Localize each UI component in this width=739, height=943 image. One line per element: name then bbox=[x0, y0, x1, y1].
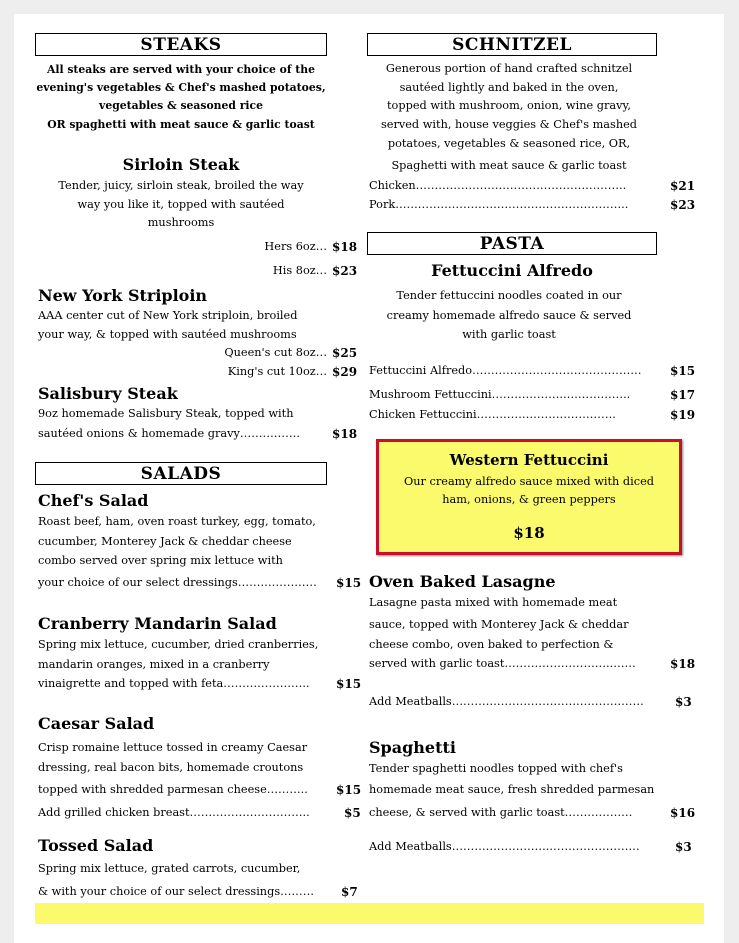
sirloin-his-label: His 8oz… bbox=[272, 264, 327, 277]
alfredo-item-2-price: $17 bbox=[670, 388, 696, 402]
alfredo-item-3-price: $19 bbox=[670, 408, 696, 422]
ny-striploin-title: New York Striploin bbox=[38, 286, 208, 305]
cranberry-desc-1: Spring mix lettuce, cucumber, dried cranberries, bbox=[38, 638, 319, 651]
caesar-salad-title: Caesar Salad bbox=[38, 714, 155, 733]
salisbury-price: $18 bbox=[332, 427, 358, 441]
ny-queens-label: Queen's cut 8oz… bbox=[224, 346, 327, 359]
lasagne-desc-1: Lasagne pasta mixed with homemade meat bbox=[369, 596, 618, 609]
ny-desc-2: your way, & topped with sautéed mushrooms bbox=[38, 328, 297, 341]
salisbury-title: Salisbury Steak bbox=[38, 384, 178, 403]
schnitzel-desc-2: sautéed lightly and baked in the oven, bbox=[399, 81, 619, 94]
cranberry-desc-3: vinaigrette and topped with feta………………….. bbox=[38, 677, 310, 690]
lasagne-price: $18 bbox=[670, 657, 696, 671]
caesar-desc-2: dressing, real bacon bits, homemade croutons bbox=[38, 761, 304, 774]
tossed-desc-1: Spring mix lettuce, grated carrots, cucumber, bbox=[38, 862, 301, 875]
salisbury-desc-2: sautéed onions & homemade gravy……………. bbox=[38, 427, 300, 440]
caesar-price: $15 bbox=[336, 783, 362, 797]
sirloin-hers-label: Hers 6oz… bbox=[264, 240, 327, 253]
sirloin-desc-3: mushrooms bbox=[147, 216, 215, 229]
salisbury-desc-1: 9oz homemade Salisbury Steak, topped with bbox=[38, 407, 294, 420]
schnitzel-desc-5: potatoes, vegetables & seasoned rice, OR, bbox=[387, 137, 631, 150]
lasagne-addon-label: Add Meatballs…………………………………………… bbox=[369, 695, 644, 708]
alfredo-desc-1: Tender fettuccini noodles coated in our bbox=[396, 289, 622, 302]
chefs-price: $15 bbox=[336, 576, 362, 590]
spaghetti-desc-3: cheese, & served with garlic toast……………… bbox=[369, 806, 633, 819]
spaghetti-desc-1: Tender spaghetti noodles topped with chef's bbox=[369, 762, 623, 775]
chefs-desc-2: cucumber, Monterey Jack & cheddar cheese bbox=[38, 535, 292, 548]
menu-page bbox=[14, 14, 724, 943]
cranberry-price: $15 bbox=[336, 677, 362, 691]
lasagne-desc-4: served with garlic toast………………………..…… bbox=[369, 657, 636, 670]
sirloin-title: Sirloin Steak bbox=[122, 155, 240, 174]
schnitzel-chicken-price: $21 bbox=[670, 179, 696, 193]
western-title: Western Fettuccini bbox=[449, 451, 609, 469]
caesar-desc-1: Crisp romaine lettuce tossed in creamy Caesar bbox=[38, 741, 308, 754]
western-price: $18 bbox=[513, 524, 545, 542]
steaks-intro-4: OR spaghetti with meat sauce & garlic toast bbox=[47, 118, 315, 131]
western-desc-2: ham, onions, & green peppers bbox=[442, 493, 616, 506]
alfredo-item-1-price: $15 bbox=[670, 364, 696, 378]
sirloin-desc-2: way you like it, topped with sautéed bbox=[77, 198, 285, 211]
lasagne-addon-price: $3 bbox=[675, 695, 692, 709]
chefs-desc-1: Roast beef, ham, oven roast turkey, egg, tomato, bbox=[38, 515, 316, 528]
alfredo-item-3-label: Chicken Fettuccini………………………………. bbox=[369, 408, 616, 421]
spaghetti-addon-label: Add Meatballs……………………..…………………… bbox=[369, 840, 640, 853]
schnitzel-desc-1: Generous portion of hand crafted schnitzel bbox=[385, 62, 633, 75]
spaghetti-addon-price: $3 bbox=[675, 840, 692, 854]
sirloin-hers-price: $18 bbox=[332, 240, 358, 254]
lasagne-desc-3: cheese combo, oven baked to perfection & bbox=[369, 638, 614, 651]
alfredo-desc-3: with garlic toast bbox=[462, 328, 556, 341]
tossed-salad-title: Tossed Salad bbox=[38, 836, 154, 855]
alfredo-desc-2: creamy homemade alfredo sauce & served bbox=[386, 309, 632, 322]
steaks-intro-1: All steaks are served with your choice of the bbox=[47, 63, 315, 76]
caesar-addon-label: Add grilled chicken breast………………………….. bbox=[38, 806, 310, 819]
western-desc-1: Our creamy alfredo sauce mixed with diced bbox=[404, 475, 654, 488]
schnitzel-desc-3: topped with mushroom, onion, wine gravy, bbox=[387, 99, 631, 112]
sirloin-desc-1: Tender, juicy, sirloin steak, broiled the way bbox=[58, 179, 304, 192]
western-fettuccini-box bbox=[376, 439, 682, 555]
steaks-heading: STEAKS bbox=[35, 33, 327, 56]
caesar-addon-price: $5 bbox=[344, 806, 361, 820]
tossed-price: $7 bbox=[341, 885, 358, 899]
schnitzel-pork-price: $23 bbox=[670, 198, 696, 212]
ny-desc-1: AAA center cut of New York striploin, broiled bbox=[38, 309, 298, 322]
chefs-salad-title: Chef's Salad bbox=[38, 491, 149, 510]
spaghetti-price: $16 bbox=[670, 806, 696, 820]
steaks-intro-3: vegetables & seasoned rice bbox=[99, 99, 263, 112]
footer-highlight-bar bbox=[35, 903, 704, 924]
cranberry-salad-title: Cranberry Mandarin Salad bbox=[38, 614, 277, 633]
caesar-desc-3: topped with shredded parmesan cheese……….. bbox=[38, 783, 308, 796]
pasta-heading: PASTA bbox=[367, 232, 657, 255]
schnitzel-desc-4: served with, house veggies & Chef's mashed bbox=[380, 118, 638, 131]
schnitzel-pork-label: Pork…………………………………………………….. bbox=[369, 198, 629, 211]
alfredo-item-1-label: Fettuccini Alfredo……………………………………… bbox=[369, 364, 642, 377]
chefs-desc-3: combo served over spring mix lettuce with bbox=[38, 554, 283, 567]
schnitzel-desc-6: Spaghetti with meat sauce & garlic toast bbox=[391, 159, 627, 172]
lasagne-title: Oven Baked Lasagne bbox=[369, 572, 556, 591]
alfredo-title: Fettuccini Alfredo bbox=[431, 261, 593, 280]
alfredo-item-2-label: Mushroom Fettuccini………………..…………….. bbox=[369, 388, 631, 401]
tossed-desc-2: & with your choice of our select dressings……… bbox=[38, 885, 315, 898]
ny-kings-price: $29 bbox=[332, 365, 358, 379]
cranberry-desc-2: mandarin oranges, mixed in a cranberry bbox=[38, 658, 270, 671]
sirloin-his-price: $23 bbox=[332, 264, 358, 278]
schnitzel-heading: SCHNITZEL bbox=[367, 33, 657, 56]
ny-queens-price: $25 bbox=[332, 346, 358, 360]
lasagne-desc-2: sauce, topped with Monterey Jack & cheddar bbox=[369, 618, 629, 631]
spaghetti-title: Spaghetti bbox=[369, 738, 456, 757]
ny-kings-label: King's cut 10oz… bbox=[227, 365, 327, 378]
steaks-intro-2: evening's vegetables & Chef's mashed potatoes, bbox=[36, 81, 326, 94]
spaghetti-desc-2: homemade meat sauce, fresh shredded parmesan bbox=[369, 783, 655, 796]
schnitzel-chicken-label: Chicken……………………………………………….. bbox=[369, 179, 627, 192]
salads-heading: SALADS bbox=[35, 462, 327, 485]
chefs-desc-4: your choice of our select dressings………………… bbox=[38, 576, 317, 589]
